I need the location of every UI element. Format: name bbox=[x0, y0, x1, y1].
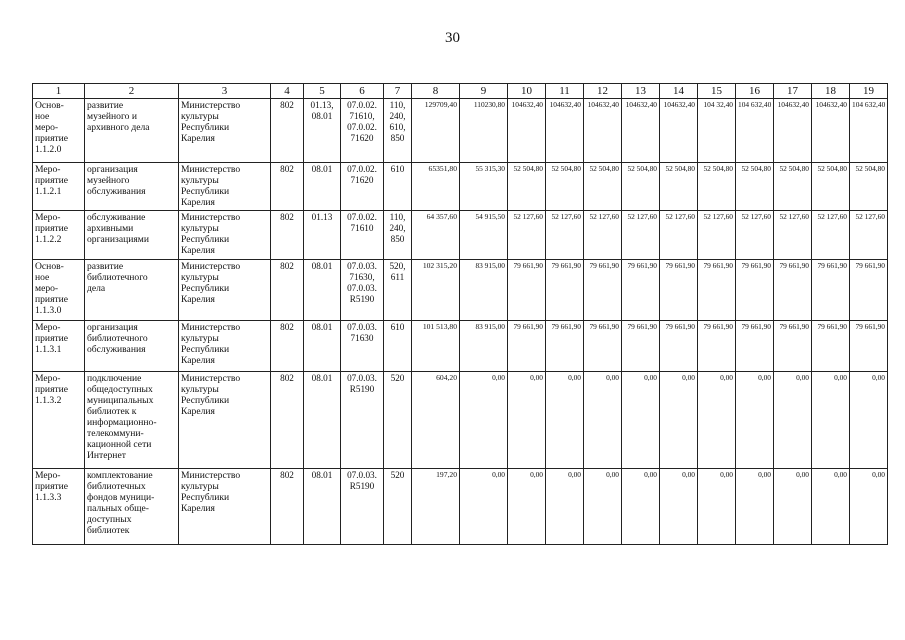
table-row bbox=[33, 163, 888, 211]
row-name-cell: Меро- приятие 1.1.2.1 bbox=[33, 163, 85, 211]
row-value-cell: 64 357,60 bbox=[412, 211, 460, 260]
row-grbs-cell: 802 bbox=[271, 260, 304, 321]
row-value-cell: 52 127,60 bbox=[698, 211, 736, 260]
row-value-cell: 110230,80 bbox=[460, 99, 508, 163]
row-value-cell: 54 915,50 bbox=[460, 211, 508, 260]
page-number: 30 bbox=[445, 30, 460, 46]
row-value-cell: 0,00 bbox=[508, 372, 546, 469]
row-value-cell: 0,00 bbox=[460, 372, 508, 469]
row-value-cell: 0,00 bbox=[736, 469, 774, 545]
row-value-cell: 0,00 bbox=[546, 469, 584, 545]
row-value-cell: 83 915,00 bbox=[460, 321, 508, 372]
row-name-cell: Основ- ное меро- приятие 1.1.3.0 bbox=[33, 260, 85, 321]
row-description-cell: развитие музейного и архивного дела bbox=[85, 99, 179, 163]
table-body bbox=[33, 99, 888, 545]
row-section-cell: 08.01 bbox=[304, 260, 341, 321]
row-value-cell: 52 504,80 bbox=[622, 163, 660, 211]
row-description-cell: комплектование библиотечных фондов муници- пальных обще- доступных библиотек bbox=[85, 469, 179, 545]
row-value-cell: 0,00 bbox=[812, 469, 850, 545]
column-header: 9 bbox=[460, 84, 508, 99]
row-vr-cell: 110, 240, 850 bbox=[384, 211, 412, 260]
column-header: 15 bbox=[698, 84, 736, 99]
row-value-cell: 79 661,90 bbox=[660, 321, 698, 372]
row-name-cell: Меро- приятие 1.1.3.3 bbox=[33, 469, 85, 545]
row-value-cell: 79 661,90 bbox=[546, 260, 584, 321]
row-value-cell: 0,00 bbox=[736, 372, 774, 469]
row-section-cell: 08.01 bbox=[304, 321, 341, 372]
row-value-cell: 79 661,90 bbox=[622, 260, 660, 321]
row-grbs-cell: 802 bbox=[271, 211, 304, 260]
table-row bbox=[33, 469, 888, 545]
row-executor-cell: Министерство культуры Республики Карелия bbox=[179, 99, 271, 163]
table-header-row bbox=[33, 84, 888, 99]
budget-table bbox=[32, 83, 888, 545]
row-vr-cell: 520, 611 bbox=[384, 260, 412, 321]
row-value-cell: 79 661,90 bbox=[736, 321, 774, 372]
column-header: 18 bbox=[812, 84, 850, 99]
row-value-cell: 52 504,80 bbox=[660, 163, 698, 211]
row-target-cell: 07.0.03. R5190 bbox=[341, 469, 384, 545]
row-value-cell: 0,00 bbox=[508, 469, 546, 545]
row-executor-cell: Министерство культуры Республики Карелия bbox=[179, 260, 271, 321]
row-value-cell: 79 661,90 bbox=[584, 321, 622, 372]
row-value-cell: 52 504,80 bbox=[774, 163, 812, 211]
row-value-cell: 79 661,90 bbox=[812, 260, 850, 321]
row-value-cell: 79 661,90 bbox=[508, 260, 546, 321]
table-row bbox=[33, 211, 888, 260]
column-header: 1 bbox=[33, 84, 85, 99]
column-header: 3 bbox=[179, 84, 271, 99]
row-value-cell: 101 513,80 bbox=[412, 321, 460, 372]
row-value-cell: 55 315,30 bbox=[460, 163, 508, 211]
row-description-cell: обслуживание архивными организациями bbox=[85, 211, 179, 260]
row-value-cell: 52 127,60 bbox=[660, 211, 698, 260]
column-header: 7 bbox=[384, 84, 412, 99]
row-name-cell: Основ- ное меро- приятие 1.1.2.0 bbox=[33, 99, 85, 163]
row-value-cell: 52 127,60 bbox=[584, 211, 622, 260]
row-value-cell: 52 504,80 bbox=[508, 163, 546, 211]
row-value-cell: 79 661,90 bbox=[622, 321, 660, 372]
row-value-cell: 102 315,20 bbox=[412, 260, 460, 321]
row-value-cell: 104 32,40 bbox=[698, 99, 736, 163]
row-value-cell: 52 504,80 bbox=[698, 163, 736, 211]
row-section-cell: 08.01 bbox=[304, 372, 341, 469]
row-value-cell: 104 632,40 bbox=[850, 99, 888, 163]
row-section-cell: 08.01 bbox=[304, 469, 341, 545]
column-header: 12 bbox=[584, 84, 622, 99]
column-header: 14 bbox=[660, 84, 698, 99]
row-value-cell: 79 661,90 bbox=[698, 321, 736, 372]
row-vr-cell: 520 bbox=[384, 469, 412, 545]
row-value-cell: 79 661,90 bbox=[850, 260, 888, 321]
column-header: 8 bbox=[412, 84, 460, 99]
row-target-cell: 07.0.03. 71630, 07.0.03. R5190 bbox=[341, 260, 384, 321]
table-row bbox=[33, 99, 888, 163]
row-value-cell: 52 504,80 bbox=[850, 163, 888, 211]
row-name-cell: Меро- приятие 1.1.3.2 bbox=[33, 372, 85, 469]
row-vr-cell: 610 bbox=[384, 163, 412, 211]
column-header: 2 bbox=[85, 84, 179, 99]
row-executor-cell: Министерство культуры Республики Карелия bbox=[179, 469, 271, 545]
row-value-cell: 52 127,60 bbox=[546, 211, 584, 260]
row-value-cell: 0,00 bbox=[622, 372, 660, 469]
column-header: 13 bbox=[622, 84, 660, 99]
row-target-cell: 07.0.03. R5190 bbox=[341, 372, 384, 469]
row-value-cell: 0,00 bbox=[698, 372, 736, 469]
row-name-cell: Меро- приятие 1.1.3.1 bbox=[33, 321, 85, 372]
row-target-cell: 07.0.02. 71610, 07.0.02. 71620 bbox=[341, 99, 384, 163]
row-executor-cell: Министерство культуры Республики Карелия bbox=[179, 163, 271, 211]
row-section-cell: 01.13 bbox=[304, 211, 341, 260]
row-target-cell: 07.0.02. 71620 bbox=[341, 163, 384, 211]
row-value-cell: 104632,40 bbox=[508, 99, 546, 163]
row-value-cell: 79 661,90 bbox=[774, 260, 812, 321]
column-header: 4 bbox=[271, 84, 304, 99]
row-vr-cell: 520 bbox=[384, 372, 412, 469]
row-value-cell: 52 127,60 bbox=[508, 211, 546, 260]
row-value-cell: 0,00 bbox=[660, 469, 698, 545]
row-value-cell: 197,20 bbox=[412, 469, 460, 545]
row-value-cell: 79 661,90 bbox=[508, 321, 546, 372]
row-executor-cell: Министерство культуры Республики Карелия bbox=[179, 211, 271, 260]
row-value-cell: 52 127,60 bbox=[812, 211, 850, 260]
row-name-cell: Меро- приятие 1.1.2.2 bbox=[33, 211, 85, 260]
row-value-cell: 79 661,90 bbox=[774, 321, 812, 372]
row-grbs-cell: 802 bbox=[271, 372, 304, 469]
table-row bbox=[33, 372, 888, 469]
row-target-cell: 07.0.03. 71630 bbox=[341, 321, 384, 372]
row-section-cell: 08.01 bbox=[304, 163, 341, 211]
row-value-cell: 0,00 bbox=[460, 469, 508, 545]
row-value-cell: 52 504,80 bbox=[546, 163, 584, 211]
row-value-cell: 79 661,90 bbox=[584, 260, 622, 321]
row-value-cell: 0,00 bbox=[584, 469, 622, 545]
row-value-cell: 79 661,90 bbox=[736, 260, 774, 321]
row-target-cell: 07.0.02. 71610 bbox=[341, 211, 384, 260]
row-section-cell: 01.13, 08.01 bbox=[304, 99, 341, 163]
row-value-cell: 83 915,00 bbox=[460, 260, 508, 321]
row-description-cell: развитие библиотечного дела bbox=[85, 260, 179, 321]
row-value-cell: 0,00 bbox=[546, 372, 584, 469]
table-row bbox=[33, 321, 888, 372]
row-value-cell: 0,00 bbox=[812, 372, 850, 469]
row-value-cell: 0,00 bbox=[774, 469, 812, 545]
row-value-cell: 104632,40 bbox=[622, 99, 660, 163]
row-executor-cell: Министерство культуры Республики Карелия bbox=[179, 372, 271, 469]
row-value-cell: 52 127,60 bbox=[736, 211, 774, 260]
row-value-cell: 0,00 bbox=[660, 372, 698, 469]
row-value-cell: 604,20 bbox=[412, 372, 460, 469]
row-value-cell: 52 504,80 bbox=[736, 163, 774, 211]
column-header: 16 bbox=[736, 84, 774, 99]
row-value-cell: 104 632,40 bbox=[736, 99, 774, 163]
row-value-cell: 79 661,90 bbox=[850, 321, 888, 372]
row-value-cell: 0,00 bbox=[584, 372, 622, 469]
column-header: 11 bbox=[546, 84, 584, 99]
row-value-cell: 65351,80 bbox=[412, 163, 460, 211]
column-header: 5 bbox=[304, 84, 341, 99]
row-grbs-cell: 802 bbox=[271, 469, 304, 545]
row-value-cell: 79 661,90 bbox=[698, 260, 736, 321]
column-header: 6 bbox=[341, 84, 384, 99]
row-value-cell: 79 661,90 bbox=[812, 321, 850, 372]
row-value-cell: 0,00 bbox=[622, 469, 660, 545]
row-description-cell: подключение общедоступных муниципальных библиотек к информационно- телекоммуни- кационной сети Интернет bbox=[85, 372, 179, 469]
column-header: 19 bbox=[850, 84, 888, 99]
row-grbs-cell: 802 bbox=[271, 163, 304, 211]
row-value-cell: 104632,40 bbox=[812, 99, 850, 163]
row-value-cell: 0,00 bbox=[698, 469, 736, 545]
row-grbs-cell: 802 bbox=[271, 99, 304, 163]
row-value-cell: 52 504,80 bbox=[584, 163, 622, 211]
row-value-cell: 52 127,60 bbox=[850, 211, 888, 260]
table-row bbox=[33, 260, 888, 321]
row-value-cell: 0,00 bbox=[850, 372, 888, 469]
row-vr-cell: 610 bbox=[384, 321, 412, 372]
row-value-cell: 129709,40 bbox=[412, 99, 460, 163]
column-header: 10 bbox=[508, 84, 546, 99]
column-header: 17 bbox=[774, 84, 812, 99]
row-value-cell: 104632,40 bbox=[584, 99, 622, 163]
row-value-cell: 104632,40 bbox=[546, 99, 584, 163]
row-description-cell: организация музейного обслуживания bbox=[85, 163, 179, 211]
row-grbs-cell: 802 bbox=[271, 321, 304, 372]
row-value-cell: 52 127,60 bbox=[774, 211, 812, 260]
row-value-cell: 79 661,90 bbox=[546, 321, 584, 372]
row-value-cell: 52 127,60 bbox=[622, 211, 660, 260]
row-executor-cell: Министерство культуры Республики Карелия bbox=[179, 321, 271, 372]
row-description-cell: организация библиотечного обслуживания bbox=[85, 321, 179, 372]
row-value-cell: 104632,40 bbox=[660, 99, 698, 163]
row-value-cell: 0,00 bbox=[774, 372, 812, 469]
row-value-cell: 52 504,80 bbox=[812, 163, 850, 211]
row-vr-cell: 110, 240, 610, 850 bbox=[384, 99, 412, 163]
row-value-cell: 79 661,90 bbox=[660, 260, 698, 321]
row-value-cell: 104632,40 bbox=[774, 99, 812, 163]
row-value-cell: 0,00 bbox=[850, 469, 888, 545]
